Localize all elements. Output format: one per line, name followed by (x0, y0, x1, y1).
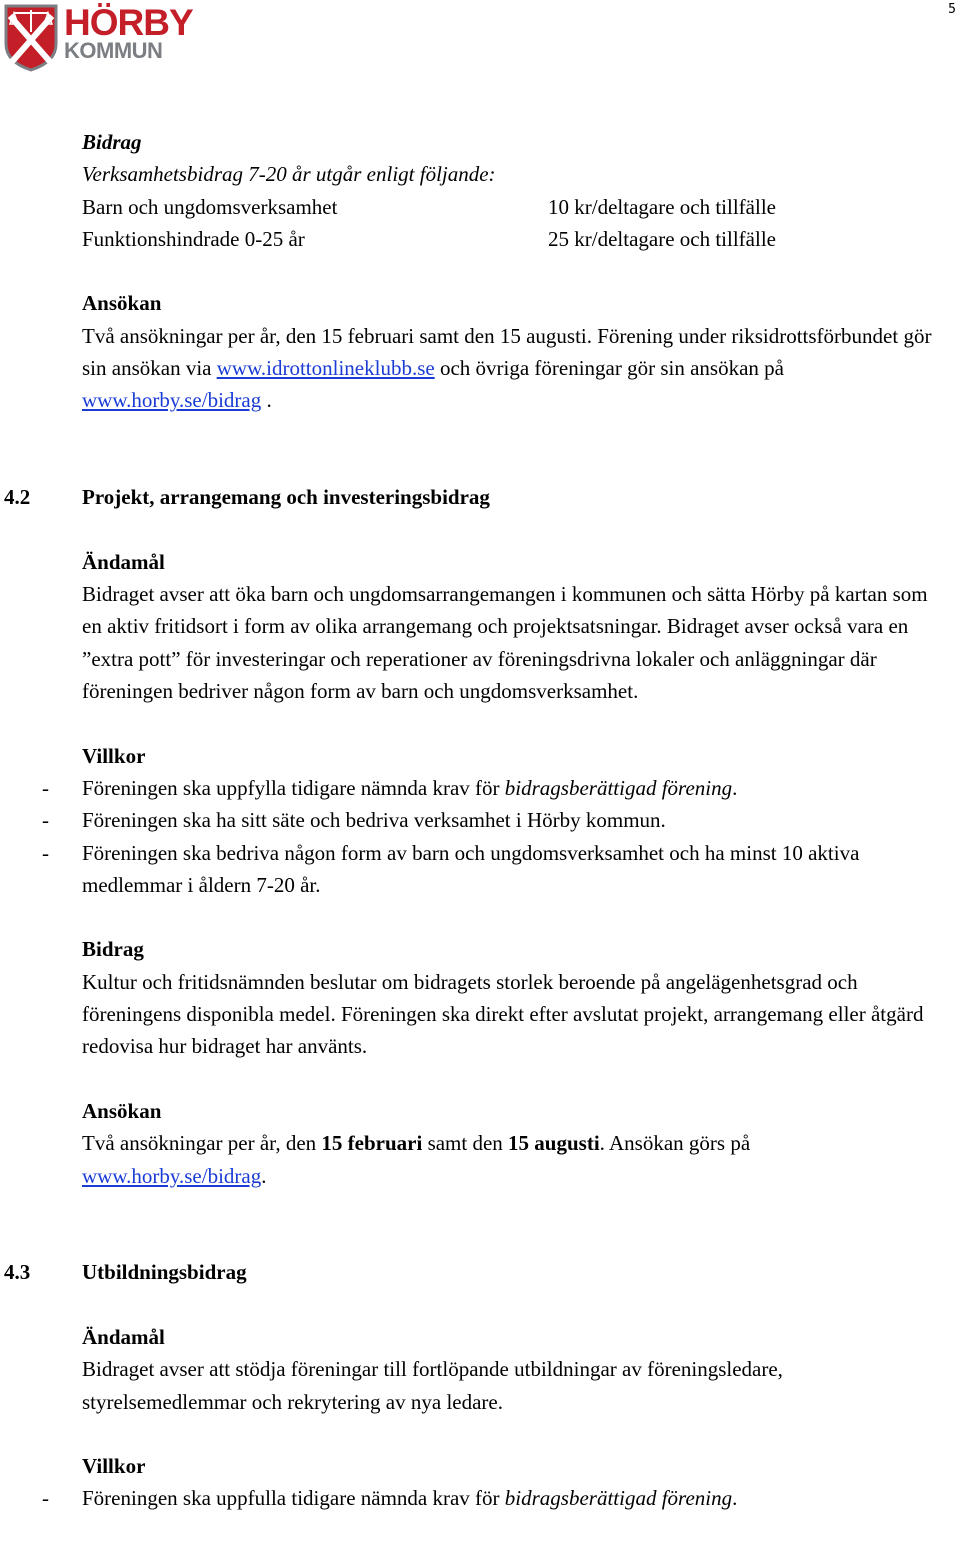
andamal-heading: Ändamål (82, 1324, 165, 1349)
villkor-emphasis: bidragsberättigad förening (504, 1486, 733, 1511)
document-body (4, 126, 942, 1515)
ansokan-heading: Ansökan (82, 1098, 162, 1123)
section-4-2-heading (4, 481, 942, 513)
rate-label: Funktionshindrade 0-25 år (82, 226, 305, 251)
rate-value: 10 kr/deltagare och tillfälle (548, 194, 776, 219)
ansokan-date: 15 februari (321, 1131, 423, 1156)
andamal-paragraph: Bidraget avser att stödja föreningar till fortlöpande utbildningar av föreningsledare, styrelsemedlemmar och rekrytering av nya ledare. (82, 1357, 783, 1414)
villkor-item (42, 804, 942, 836)
bullet-dash: - (42, 840, 49, 865)
ansokan-text: samt den (422, 1131, 509, 1156)
andamal-paragraph: Bidraget avser att öka barn och ungdomsarrangemangen i kommunen och sätta Hörby på kartan som en aktiv fritidsort i form av olika arrangemang och projektsatsningar. Bidraget avser också vara en ”extra pott” för investeringar och reperationer av föreningsdrivna lokaler och anläggningar där föreningen bedriver någon form av barn och ungdomsverksamhet. (82, 582, 928, 704)
ansokan-text: Två ansökningar per år, den (82, 1131, 322, 1156)
ansokan-text: Två ansökningar per år, den 15 februari samt den 15 augusti. Förening under riksidrottsförbundet gör sin ansökan via (82, 323, 932, 381)
villkor-text: Föreningen ska ha sitt säte och bedriva verksamhet i Hörby kommun. (82, 808, 666, 833)
ansokan-paragraph (82, 320, 942, 417)
section-title: Projekt, arrangemang och investeringsbidrag (82, 485, 490, 510)
ansokan-paragraph (82, 1127, 942, 1192)
rate-row-funktionshindrade (82, 223, 942, 255)
coat-of-arms-icon (4, 4, 58, 72)
villkor-heading: Villkor (82, 1454, 146, 1479)
section-number: 4.3 (4, 1260, 31, 1285)
villkor-text: Föreningen ska bedriva någon form av barn och ungdomsverksamhet och ha minst 10 aktiva medlemmar i åldern 7-20 år. (82, 840, 860, 897)
rate-label: Barn och ungdomsverksamhet (82, 194, 338, 219)
villkor-heading: Villkor (82, 743, 146, 768)
villkor-text: . (732, 775, 738, 800)
horby-bidrag-link[interactable]: www.horby.se/bidrag (82, 388, 262, 413)
horby-kommun-logo (4, 2, 193, 74)
rate-value: 25 kr/deltagare och tillfälle (548, 226, 776, 251)
rate-row-barn (82, 191, 942, 223)
villkor-text: Föreningen ska uppfulla tidigare nämnda krav för (82, 1486, 505, 1511)
logo-text-kommun: KOMMUN (64, 38, 163, 63)
villkor-item (42, 1482, 942, 1514)
villkor-item (42, 772, 942, 804)
page-number: 5 (948, 2, 956, 17)
logo-text-horby: HÖRBY (64, 2, 193, 43)
villkor-item (42, 837, 942, 902)
section-number: 4.2 (4, 485, 31, 510)
villkor-text: . (732, 1486, 738, 1511)
ansokan-text: . Ansökan görs på (599, 1131, 751, 1156)
verksamhetsbidrag-intro: Verksamhetsbidrag 7-20 år utgår enligt följande: (82, 162, 496, 187)
section-title: Utbildningsbidrag (82, 1260, 247, 1285)
bidrag-heading: Bidrag (82, 937, 144, 962)
ansokan-date: 15 augusti (508, 1131, 600, 1156)
ansokan-heading: Ansökan (82, 291, 162, 316)
ansokan-text: och övriga föreningar gör sin ansökan på (434, 356, 784, 381)
bullet-dash: - (42, 1486, 49, 1511)
bullet-dash: - (42, 775, 49, 800)
section-4-3-heading (4, 1256, 942, 1288)
idrottonline-link[interactable]: www.idrottonlineklubb.se (216, 356, 435, 381)
ansokan-text: . (261, 388, 272, 413)
andamal-heading: Ändamål (82, 549, 165, 574)
villkor-emphasis: bidragsberättigad förening (504, 775, 733, 800)
bidrag-heading: Bidrag (82, 130, 142, 154)
horby-bidrag-link[interactable]: www.horby.se/bidrag (82, 1163, 262, 1188)
ansokan-text: . (261, 1163, 267, 1188)
villkor-text: Föreningen ska uppfylla tidigare nämnda krav för (82, 775, 505, 800)
bidrag-paragraph: Kultur och fritidsnämnden beslutar om bidragets storlek beroende på angelägenhetsgrad och föreningens disponibla medel. Föreningen ska direkt efter avslutat projekt, arrangemang eller åtgärd redovisa hur bidraget har använts. (82, 969, 924, 1059)
bullet-dash: - (42, 808, 49, 833)
